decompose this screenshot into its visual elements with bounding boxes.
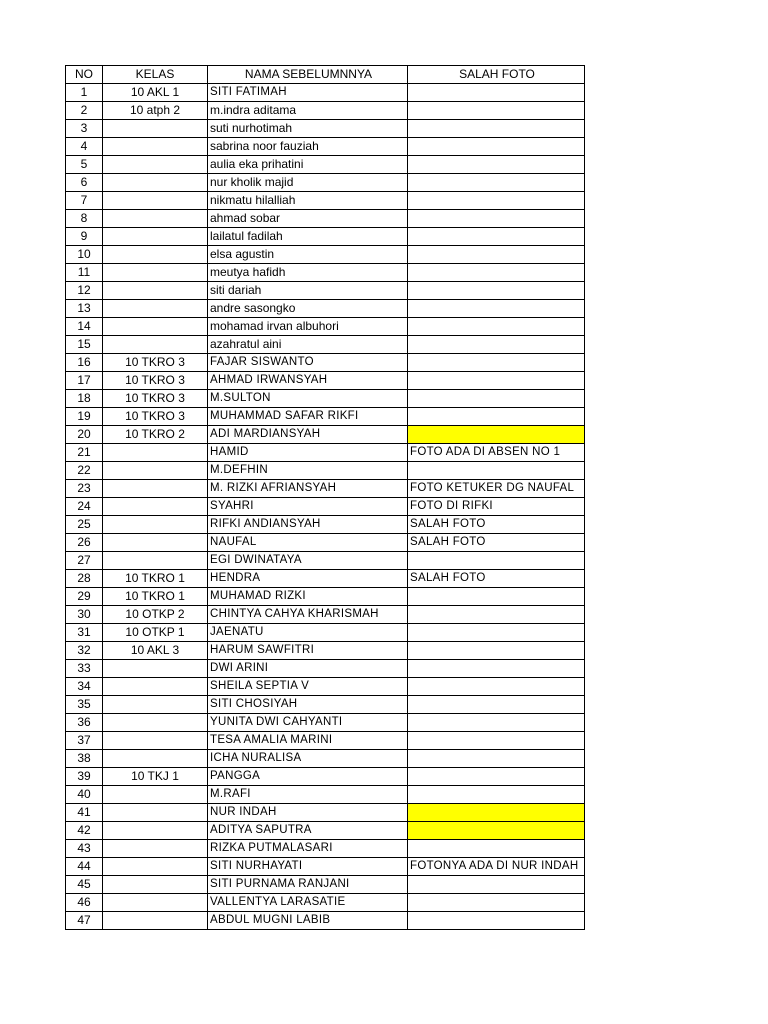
cell-no[interactable]: 22: [66, 462, 103, 480]
cell-no[interactable]: 44: [66, 858, 103, 876]
cell-no[interactable]: 35: [66, 696, 103, 714]
cell-no[interactable]: 21: [66, 444, 103, 462]
cell-nama[interactable]: TESA AMALIA MARINI: [208, 732, 408, 750]
cell-salah-foto[interactable]: [408, 786, 585, 804]
table-row: [66, 804, 585, 822]
cell-no[interactable]: 24: [66, 498, 103, 516]
cell-kelas[interactable]: [103, 444, 208, 462]
table-row: [66, 840, 585, 858]
cell-salah-foto[interactable]: SALAH FOTO: [408, 534, 585, 552]
cell-no[interactable]: 8: [66, 210, 103, 228]
cell-kelas[interactable]: [103, 534, 208, 552]
cell-no[interactable]: 3: [66, 120, 103, 138]
cell-salah-foto[interactable]: [408, 606, 585, 624]
cell-nama[interactable]: MUHAMMAD SAFAR RIKFI: [208, 408, 408, 426]
cell-nama[interactable]: SITI NURHAYATI: [208, 858, 408, 876]
cell-salah-foto[interactable]: [408, 696, 585, 714]
cell-nama[interactable]: aulia eka prihatini: [208, 156, 408, 174]
cell-salah-foto[interactable]: [408, 354, 585, 372]
table-row: [66, 642, 585, 660]
cell-nama[interactable]: NAUFAL: [208, 534, 408, 552]
cell-nama[interactable]: nikmatu hilalliah: [208, 192, 408, 210]
table-row: [66, 786, 585, 804]
cell-salah-foto[interactable]: [408, 768, 585, 786]
cell-salah-foto[interactable]: [408, 174, 585, 192]
cell-salah-foto[interactable]: [408, 246, 585, 264]
cell-no[interactable]: 4: [66, 138, 103, 156]
cell-salah-foto[interactable]: FOTONYA ADA DI NUR INDAH: [408, 858, 585, 876]
cell-salah-foto[interactable]: [408, 912, 585, 930]
cell-nama[interactable]: RIZKA PUTMALASARI: [208, 840, 408, 858]
cell-kelas[interactable]: [103, 318, 208, 336]
cell-no[interactable]: 40: [66, 786, 103, 804]
table-row: [66, 570, 585, 588]
cell-nama[interactable]: ADI MARDIANSYAH: [208, 426, 408, 444]
cell-salah-foto[interactable]: [408, 228, 585, 246]
table-row: [66, 768, 585, 786]
cell-nama[interactable]: azahratul aini: [208, 336, 408, 354]
cell-kelas[interactable]: [103, 786, 208, 804]
cell-kelas[interactable]: 10 TKRO 3: [103, 354, 208, 372]
cell-kelas[interactable]: [103, 246, 208, 264]
cell-salah-foto[interactable]: FOTO ADA DI ABSEN NO 1: [408, 444, 585, 462]
table-row: [66, 696, 585, 714]
header-salah-foto[interactable]: SALAH FOTO: [408, 66, 585, 84]
cell-nama[interactable]: andre sasongko: [208, 300, 408, 318]
cell-salah-foto[interactable]: [408, 624, 585, 642]
table-row: [66, 264, 585, 282]
cell-salah-foto[interactable]: [408, 822, 585, 840]
cell-kelas[interactable]: 10 TKRO 3: [103, 408, 208, 426]
cell-kelas[interactable]: [103, 336, 208, 354]
cell-no[interactable]: 12: [66, 282, 103, 300]
table-row: [66, 228, 585, 246]
cell-nama[interactable]: SITI CHOSIYAH: [208, 696, 408, 714]
cell-nama[interactable]: AHMAD IRWANSYAH: [208, 372, 408, 390]
cell-no[interactable]: 34: [66, 678, 103, 696]
cell-no[interactable]: 38: [66, 750, 103, 768]
cell-nama[interactable]: SHEILA SEPTIA V: [208, 678, 408, 696]
cell-nama[interactable]: elsa agustin: [208, 246, 408, 264]
table-row: [66, 660, 585, 678]
cell-nama[interactable]: suti nurhotimah: [208, 120, 408, 138]
cell-salah-foto[interactable]: [408, 408, 585, 426]
table-row: [66, 102, 585, 120]
cell-salah-foto[interactable]: SALAH FOTO: [408, 516, 585, 534]
cell-kelas[interactable]: [103, 750, 208, 768]
table-row: [66, 462, 585, 480]
cell-no[interactable]: 7: [66, 192, 103, 210]
table-row: [66, 588, 585, 606]
cell-kelas[interactable]: 10 atph 2: [103, 102, 208, 120]
table-row: [66, 552, 585, 570]
table-row: [66, 336, 585, 354]
cell-kelas[interactable]: [103, 120, 208, 138]
cell-no[interactable]: 31: [66, 624, 103, 642]
cell-kelas[interactable]: [103, 300, 208, 318]
cell-nama[interactable]: M.SULTON: [208, 390, 408, 408]
cell-nama[interactable]: ADITYA SAPUTRA: [208, 822, 408, 840]
cell-kelas[interactable]: [103, 912, 208, 930]
cell-nama[interactable]: MUHAMAD RIZKI: [208, 588, 408, 606]
cell-kelas[interactable]: 10 TKRO 3: [103, 390, 208, 408]
table-row: [66, 120, 585, 138]
cell-no[interactable]: 5: [66, 156, 103, 174]
cell-kelas[interactable]: 10 TKRO 1: [103, 570, 208, 588]
table-row: [66, 156, 585, 174]
cell-kelas[interactable]: 10 OTKP 1: [103, 624, 208, 642]
table-row: [66, 480, 585, 498]
cell-nama[interactable]: FAJAR SISWANTO: [208, 354, 408, 372]
cell-no[interactable]: 32: [66, 642, 103, 660]
cell-no[interactable]: 29: [66, 588, 103, 606]
cell-nama[interactable]: DWI ARINI: [208, 660, 408, 678]
cell-salah-foto[interactable]: [408, 300, 585, 318]
cell-salah-foto[interactable]: [408, 282, 585, 300]
cell-salah-foto[interactable]: [408, 642, 585, 660]
cell-kelas[interactable]: [103, 876, 208, 894]
cell-no[interactable]: 10: [66, 246, 103, 264]
cell-salah-foto[interactable]: [408, 390, 585, 408]
cell-no[interactable]: 27: [66, 552, 103, 570]
cell-no[interactable]: 26: [66, 534, 103, 552]
student-photo-table: [65, 65, 585, 930]
cell-no[interactable]: 28: [66, 570, 103, 588]
cell-nama[interactable]: EGI DWINATAYA: [208, 552, 408, 570]
cell-kelas[interactable]: [103, 282, 208, 300]
cell-kelas[interactable]: [103, 714, 208, 732]
table-row: [66, 444, 585, 462]
table-row: [66, 624, 585, 642]
cell-no[interactable]: 18: [66, 390, 103, 408]
cell-salah-foto[interactable]: [408, 804, 585, 822]
cell-no[interactable]: 14: [66, 318, 103, 336]
header-row: [66, 66, 585, 84]
cell-kelas[interactable]: [103, 660, 208, 678]
cell-no[interactable]: 41: [66, 804, 103, 822]
table-row: [66, 372, 585, 390]
header-kelas[interactable]: KELAS: [103, 66, 208, 84]
table-row: [66, 174, 585, 192]
cell-kelas[interactable]: 10 AKL 3: [103, 642, 208, 660]
cell-salah-foto[interactable]: [408, 372, 585, 390]
cell-nama[interactable]: CHINTYA CAHYA KHARISMAH: [208, 606, 408, 624]
cell-nama[interactable]: PANGGA: [208, 768, 408, 786]
cell-nama[interactable]: M.RAFI: [208, 786, 408, 804]
cell-no[interactable]: 33: [66, 660, 103, 678]
cell-kelas[interactable]: [103, 264, 208, 282]
cell-salah-foto[interactable]: [408, 588, 585, 606]
table-row: [66, 912, 585, 930]
cell-salah-foto[interactable]: [408, 660, 585, 678]
table-row: [66, 894, 585, 912]
cell-nama[interactable]: ABDUL MUGNI LABIB: [208, 912, 408, 930]
table-row: [66, 282, 585, 300]
cell-salah-foto[interactable]: [408, 750, 585, 768]
cell-nama[interactable]: NUR INDAH: [208, 804, 408, 822]
cell-nama[interactable]: lailatul fadilah: [208, 228, 408, 246]
cell-nama[interactable]: HAMID: [208, 444, 408, 462]
cell-kelas[interactable]: [103, 696, 208, 714]
cell-nama[interactable]: RIFKI ANDIANSYAH: [208, 516, 408, 534]
cell-nama[interactable]: M.DEFHIN: [208, 462, 408, 480]
cell-nama[interactable]: ahmad sobar: [208, 210, 408, 228]
cell-nama[interactable]: sabrina noor fauziah: [208, 138, 408, 156]
cell-no[interactable]: 9: [66, 228, 103, 246]
cell-no[interactable]: 1: [66, 84, 103, 102]
cell-kelas[interactable]: 10 OTKP 2: [103, 606, 208, 624]
cell-no[interactable]: 19: [66, 408, 103, 426]
cell-no[interactable]: 37: [66, 732, 103, 750]
cell-no[interactable]: 42: [66, 822, 103, 840]
cell-salah-foto[interactable]: FOTO DI RIFKI: [408, 498, 585, 516]
cell-salah-foto[interactable]: [408, 102, 585, 120]
cell-no[interactable]: 30: [66, 606, 103, 624]
table-row: [66, 858, 585, 876]
cell-kelas[interactable]: [103, 822, 208, 840]
table-row: [66, 732, 585, 750]
table-row: [66, 390, 585, 408]
table-row: [66, 822, 585, 840]
cell-nama[interactable]: HARUM SAWFITRI: [208, 642, 408, 660]
table-row: [66, 714, 585, 732]
cell-salah-foto[interactable]: [408, 120, 585, 138]
cell-nama[interactable]: YUNITA DWI CAHYANTI: [208, 714, 408, 732]
cell-kelas[interactable]: 10 AKL 1: [103, 84, 208, 102]
table-row: [66, 246, 585, 264]
cell-no[interactable]: 39: [66, 768, 103, 786]
cell-salah-foto[interactable]: [408, 156, 585, 174]
cell-nama[interactable]: m.indra aditama: [208, 102, 408, 120]
cell-kelas[interactable]: [103, 894, 208, 912]
cell-nama[interactable]: ICHA NURALISA: [208, 750, 408, 768]
cell-nama[interactable]: JAENATU: [208, 624, 408, 642]
cell-salah-foto[interactable]: [408, 462, 585, 480]
cell-kelas[interactable]: [103, 462, 208, 480]
cell-no[interactable]: 23: [66, 480, 103, 498]
cell-no[interactable]: 17: [66, 372, 103, 390]
cell-kelas[interactable]: 10 TKRO 1: [103, 588, 208, 606]
cell-salah-foto[interactable]: [408, 894, 585, 912]
cell-kelas[interactable]: 10 TKRO 2: [103, 426, 208, 444]
cell-nama[interactable]: meutya hafidh: [208, 264, 408, 282]
cell-salah-foto[interactable]: [408, 318, 585, 336]
table-row: [66, 210, 585, 228]
cell-no[interactable]: 43: [66, 840, 103, 858]
cell-kelas[interactable]: [103, 498, 208, 516]
cell-no[interactable]: 16: [66, 354, 103, 372]
cell-no[interactable]: 45: [66, 876, 103, 894]
cell-kelas[interactable]: [103, 138, 208, 156]
cell-kelas[interactable]: [103, 552, 208, 570]
cell-kelas[interactable]: [103, 678, 208, 696]
header-nama[interactable]: NAMA SEBELUMNNYA: [208, 66, 408, 84]
cell-kelas[interactable]: [103, 156, 208, 174]
table-row: [66, 300, 585, 318]
table-row: [66, 84, 585, 102]
table-row: [66, 750, 585, 768]
cell-nama[interactable]: SITI PURNAMA RANJANI: [208, 876, 408, 894]
cell-salah-foto[interactable]: [408, 426, 585, 444]
cell-no[interactable]: 6: [66, 174, 103, 192]
cell-kelas[interactable]: [103, 228, 208, 246]
cell-nama[interactable]: SYAHRI: [208, 498, 408, 516]
cell-no[interactable]: 13: [66, 300, 103, 318]
cell-salah-foto[interactable]: FOTO KETUKER DG NAUFAL: [408, 480, 585, 498]
cell-no[interactable]: 15: [66, 336, 103, 354]
table-row: [66, 426, 585, 444]
cell-salah-foto[interactable]: [408, 876, 585, 894]
table-row: [66, 138, 585, 156]
cell-kelas[interactable]: [103, 480, 208, 498]
cell-nama[interactable]: siti dariah: [208, 282, 408, 300]
cell-kelas[interactable]: 10 TKRO 3: [103, 372, 208, 390]
cell-no[interactable]: 36: [66, 714, 103, 732]
cell-salah-foto[interactable]: [408, 840, 585, 858]
cell-nama[interactable]: M. RIZKI AFRIANSYAH: [208, 480, 408, 498]
cell-salah-foto[interactable]: [408, 336, 585, 354]
cell-kelas[interactable]: [103, 210, 208, 228]
cell-kelas[interactable]: [103, 174, 208, 192]
table-row: [66, 354, 585, 372]
header-no[interactable]: NO: [66, 66, 103, 84]
cell-no[interactable]: 11: [66, 264, 103, 282]
cell-kelas[interactable]: [103, 804, 208, 822]
cell-salah-foto[interactable]: [408, 552, 585, 570]
table-row: [66, 678, 585, 696]
table-row: [66, 534, 585, 552]
table-row: [66, 498, 585, 516]
cell-salah-foto[interactable]: [408, 192, 585, 210]
cell-kelas[interactable]: [103, 192, 208, 210]
cell-nama[interactable]: HENDRA: [208, 570, 408, 588]
cell-nama[interactable]: SITI FATIMAH: [208, 84, 408, 102]
cell-salah-foto[interactable]: [408, 138, 585, 156]
table-row: [66, 408, 585, 426]
cell-salah-foto[interactable]: [408, 84, 585, 102]
cell-no[interactable]: 20: [66, 426, 103, 444]
cell-kelas[interactable]: 10 TKJ 1: [103, 768, 208, 786]
cell-no[interactable]: 25: [66, 516, 103, 534]
table-row: [66, 192, 585, 210]
cell-kelas[interactable]: [103, 516, 208, 534]
cell-salah-foto[interactable]: [408, 678, 585, 696]
cell-kelas[interactable]: [103, 858, 208, 876]
cell-nama[interactable]: VALLENTYA LARASATIE: [208, 894, 408, 912]
cell-nama[interactable]: mohamad irvan albuhori: [208, 318, 408, 336]
cell-salah-foto[interactable]: [408, 264, 585, 282]
cell-salah-foto[interactable]: SALAH FOTO: [408, 570, 585, 588]
table-row: [66, 516, 585, 534]
cell-kelas[interactable]: [103, 840, 208, 858]
table-row: [66, 318, 585, 336]
cell-salah-foto[interactable]: [408, 210, 585, 228]
table-row: [66, 606, 585, 624]
table-row: [66, 876, 585, 894]
cell-kelas[interactable]: [103, 732, 208, 750]
cell-nama[interactable]: nur kholik majid: [208, 174, 408, 192]
cell-no[interactable]: 46: [66, 894, 103, 912]
cell-salah-foto[interactable]: [408, 732, 585, 750]
cell-no[interactable]: 47: [66, 912, 103, 930]
cell-no[interactable]: 2: [66, 102, 103, 120]
cell-salah-foto[interactable]: [408, 714, 585, 732]
